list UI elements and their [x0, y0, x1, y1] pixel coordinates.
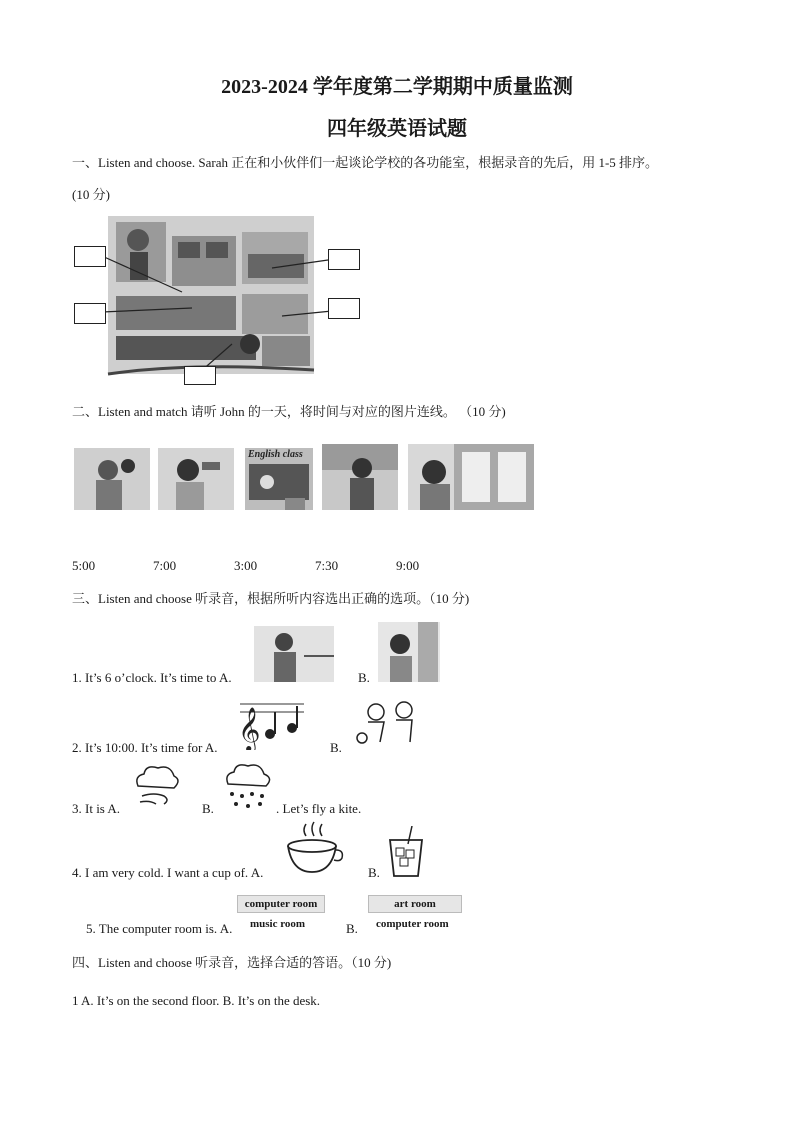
q5-a-sign-bottom: music room: [250, 918, 306, 930]
children-playing-icon: [348, 698, 434, 748]
answer-box-5[interactable]: [184, 366, 216, 385]
q1-option-b: B.: [358, 670, 370, 685]
picture-going-home: [322, 444, 398, 510]
time-label-4: 7:30: [315, 558, 339, 573]
picture-bedtime: [408, 444, 534, 510]
section4-q1: 1 A. It’s on the second floor. B. It’s on the desk.: [72, 993, 321, 1008]
time-label-3: 3:00: [234, 558, 258, 573]
answer-box-2[interactable]: [74, 303, 106, 324]
section1-instruction: 一、Listen and choose. Sarah 正在和小伙伴们一起谈论学校的各功能室，根据录音的先后，用 1-5 排序。: [72, 155, 659, 170]
rainy-cloud-icon: [220, 762, 276, 812]
q5-b-sign-top: art room: [368, 895, 462, 913]
q5-a-sign-top: computer room: [237, 895, 325, 913]
section3-instruction: 三、Listen and choose 听录音，根据所听内容选出正确的选项。（10 分): [72, 591, 470, 606]
answer-box-4[interactable]: [328, 298, 360, 319]
answer-box-1[interactable]: [74, 246, 106, 267]
music-notes-icon: [236, 700, 308, 750]
page-title: 2023-2024 学年度第二学期期中质量监测: [221, 76, 573, 98]
q1-option-b-picture: [378, 622, 440, 682]
time-label-5: 9:00: [396, 558, 420, 573]
section1-figure: [72, 212, 372, 387]
q2-option-b: B.: [330, 740, 342, 755]
windy-cloud-icon: [130, 762, 182, 810]
q1-option-a-picture: [254, 626, 334, 682]
answer-box-3[interactable]: [328, 249, 360, 270]
english-class-caption: English class: [248, 449, 303, 460]
q5-option-b: B.: [346, 921, 358, 936]
q5-text: 5. The computer room is. A.: [86, 921, 233, 936]
hot-soup-bowl-icon: [284, 820, 344, 878]
picture-boxing: [74, 448, 150, 510]
iced-drink-icon: [386, 826, 426, 878]
q2-text: 2. It’s 10:00. It’s time for A.: [72, 740, 218, 755]
q3-option-b: B.: [202, 801, 214, 816]
picture-drinking: [158, 448, 234, 510]
q1-text: 1. It’s 6 o’clock. It’s time to A.: [72, 670, 232, 685]
section2-instruction: 二、Listen and match 请听 John 的一天，将时间与对应的图片连线。 （10 分): [72, 404, 506, 419]
time-label-1: 5:00: [72, 558, 96, 573]
section4-instruction: 四、Listen and choose 听录音，选择合适的答语。（10 分): [72, 955, 392, 970]
time-label-2: 7:00: [153, 558, 177, 573]
q3-text: 3. It is A.: [72, 801, 121, 816]
svg-text:𝄞: 𝄞: [238, 707, 261, 750]
section1-score: (10 分): [72, 187, 110, 202]
q4-option-b: B.: [368, 865, 380, 880]
q4-text: 4. I am very cold. I want a cup of. A.: [72, 865, 264, 880]
q3-after-text: . Let’s fly a kite.: [276, 801, 362, 816]
school-rooms-illustration: [72, 212, 372, 387]
page-subtitle: 四年级英语试题: [327, 118, 467, 140]
q5-b-sign-bottom: computer room: [376, 918, 449, 930]
